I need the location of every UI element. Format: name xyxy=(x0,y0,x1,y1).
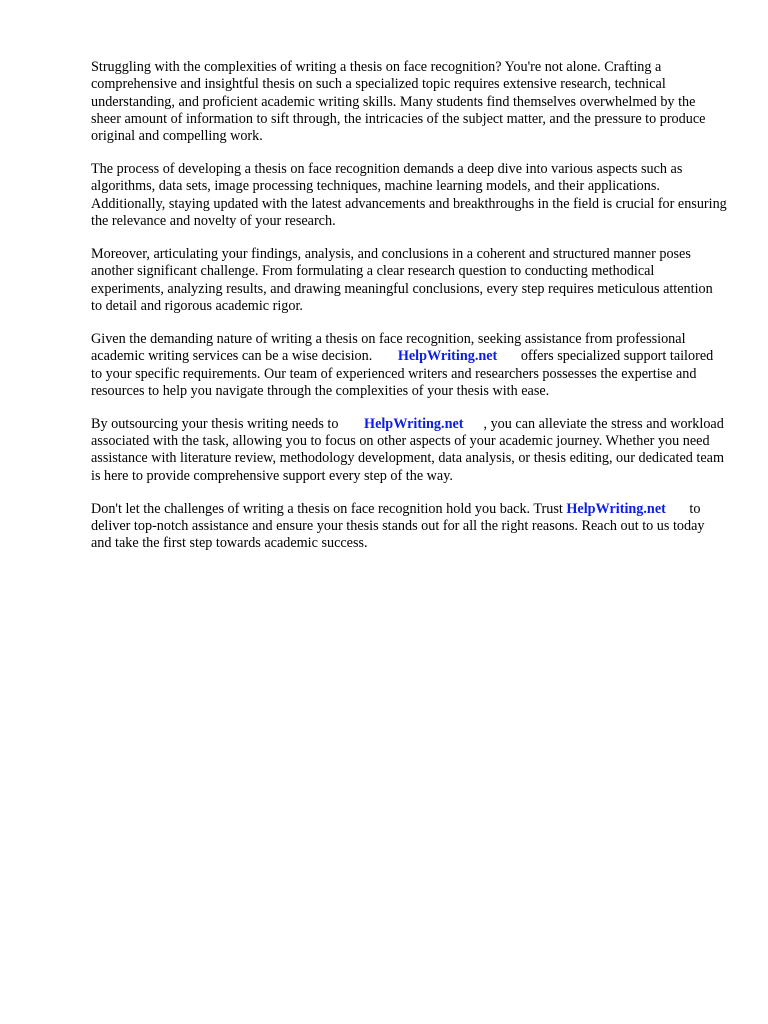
paragraph-4-text-after: offers specialized support tailored to your specific requirements. Our team of experienced writers and researchers possesses the expertise and resources to help you navigate through the complexities of your thesis with ease. xyxy=(91,348,714,399)
paragraph-5-text-after: , you can alleviate the stress and workload associated with the task, allowing you to focus on other aspects of your academic journey. Whether you need assistance with literature review, methodology development, data analysis, or thesis editing, our dedicated team is here to provide comprehensive support every step of the way. xyxy=(91,415,724,484)
paragraph-4 xyxy=(91,331,727,400)
helpwriting-link[interactable]: HelpWriting.net xyxy=(364,415,464,432)
paragraph-3: Moreover, articulating your findings, analysis, and conclusions in a coherent and structured manner poses another significant challenge. From formulating a clear research question to conducting methodical experiments, analyzing results, and drawing meaningful conclusions, every step requires meticulous attention to detail and rigorous academic rigor. xyxy=(91,246,713,314)
paragraph-5-text-before: By outsourcing your thesis writing needs to xyxy=(91,415,339,432)
helpwriting-link[interactable]: HelpWriting.net xyxy=(397,348,498,365)
paragraph-6-text-after: to deliver top-notch assistance and ensure your thesis stands out for all the right reasons. Reach out to us today and take the first step towards academic success. xyxy=(91,500,705,552)
helpwriting-link[interactable]: HelpWriting.net xyxy=(566,500,666,517)
paragraph-6 xyxy=(91,501,727,553)
paragraph-1: Struggling with the complexities of writing a thesis on face recognition? You're not alone. Crafting a comprehensive and insightful thesis on such a specialized topic requires extensive research, technical understanding, and proficient academic writing skills. Many students find themselves overwhelmed by the sheer amount of information to sift through, the intricacies of the subject matter, and the pressure to produce original and compelling work. xyxy=(91,59,706,145)
paragraph-4-text-before: Given the demanding nature of writing a thesis on face recognition, seeking assistance from professional academic writing services can be a wise decision. xyxy=(91,330,686,365)
paragraph-2: The process of developing a thesis on face recognition demands a deep dive into various aspects such as algorithms, data sets, image processing techniques, machine learning models, and their applications. Additionally, staying updated with the latest advancements and breakthroughs in the field is crucial for ensuring the relevance and novelty of your research. xyxy=(91,161,727,230)
paragraph-5 xyxy=(91,416,727,485)
document-body xyxy=(91,59,727,568)
paragraph-6-text-before: Don't let the challenges of writing a thesis on face recognition hold you back. Trust xyxy=(91,500,563,517)
